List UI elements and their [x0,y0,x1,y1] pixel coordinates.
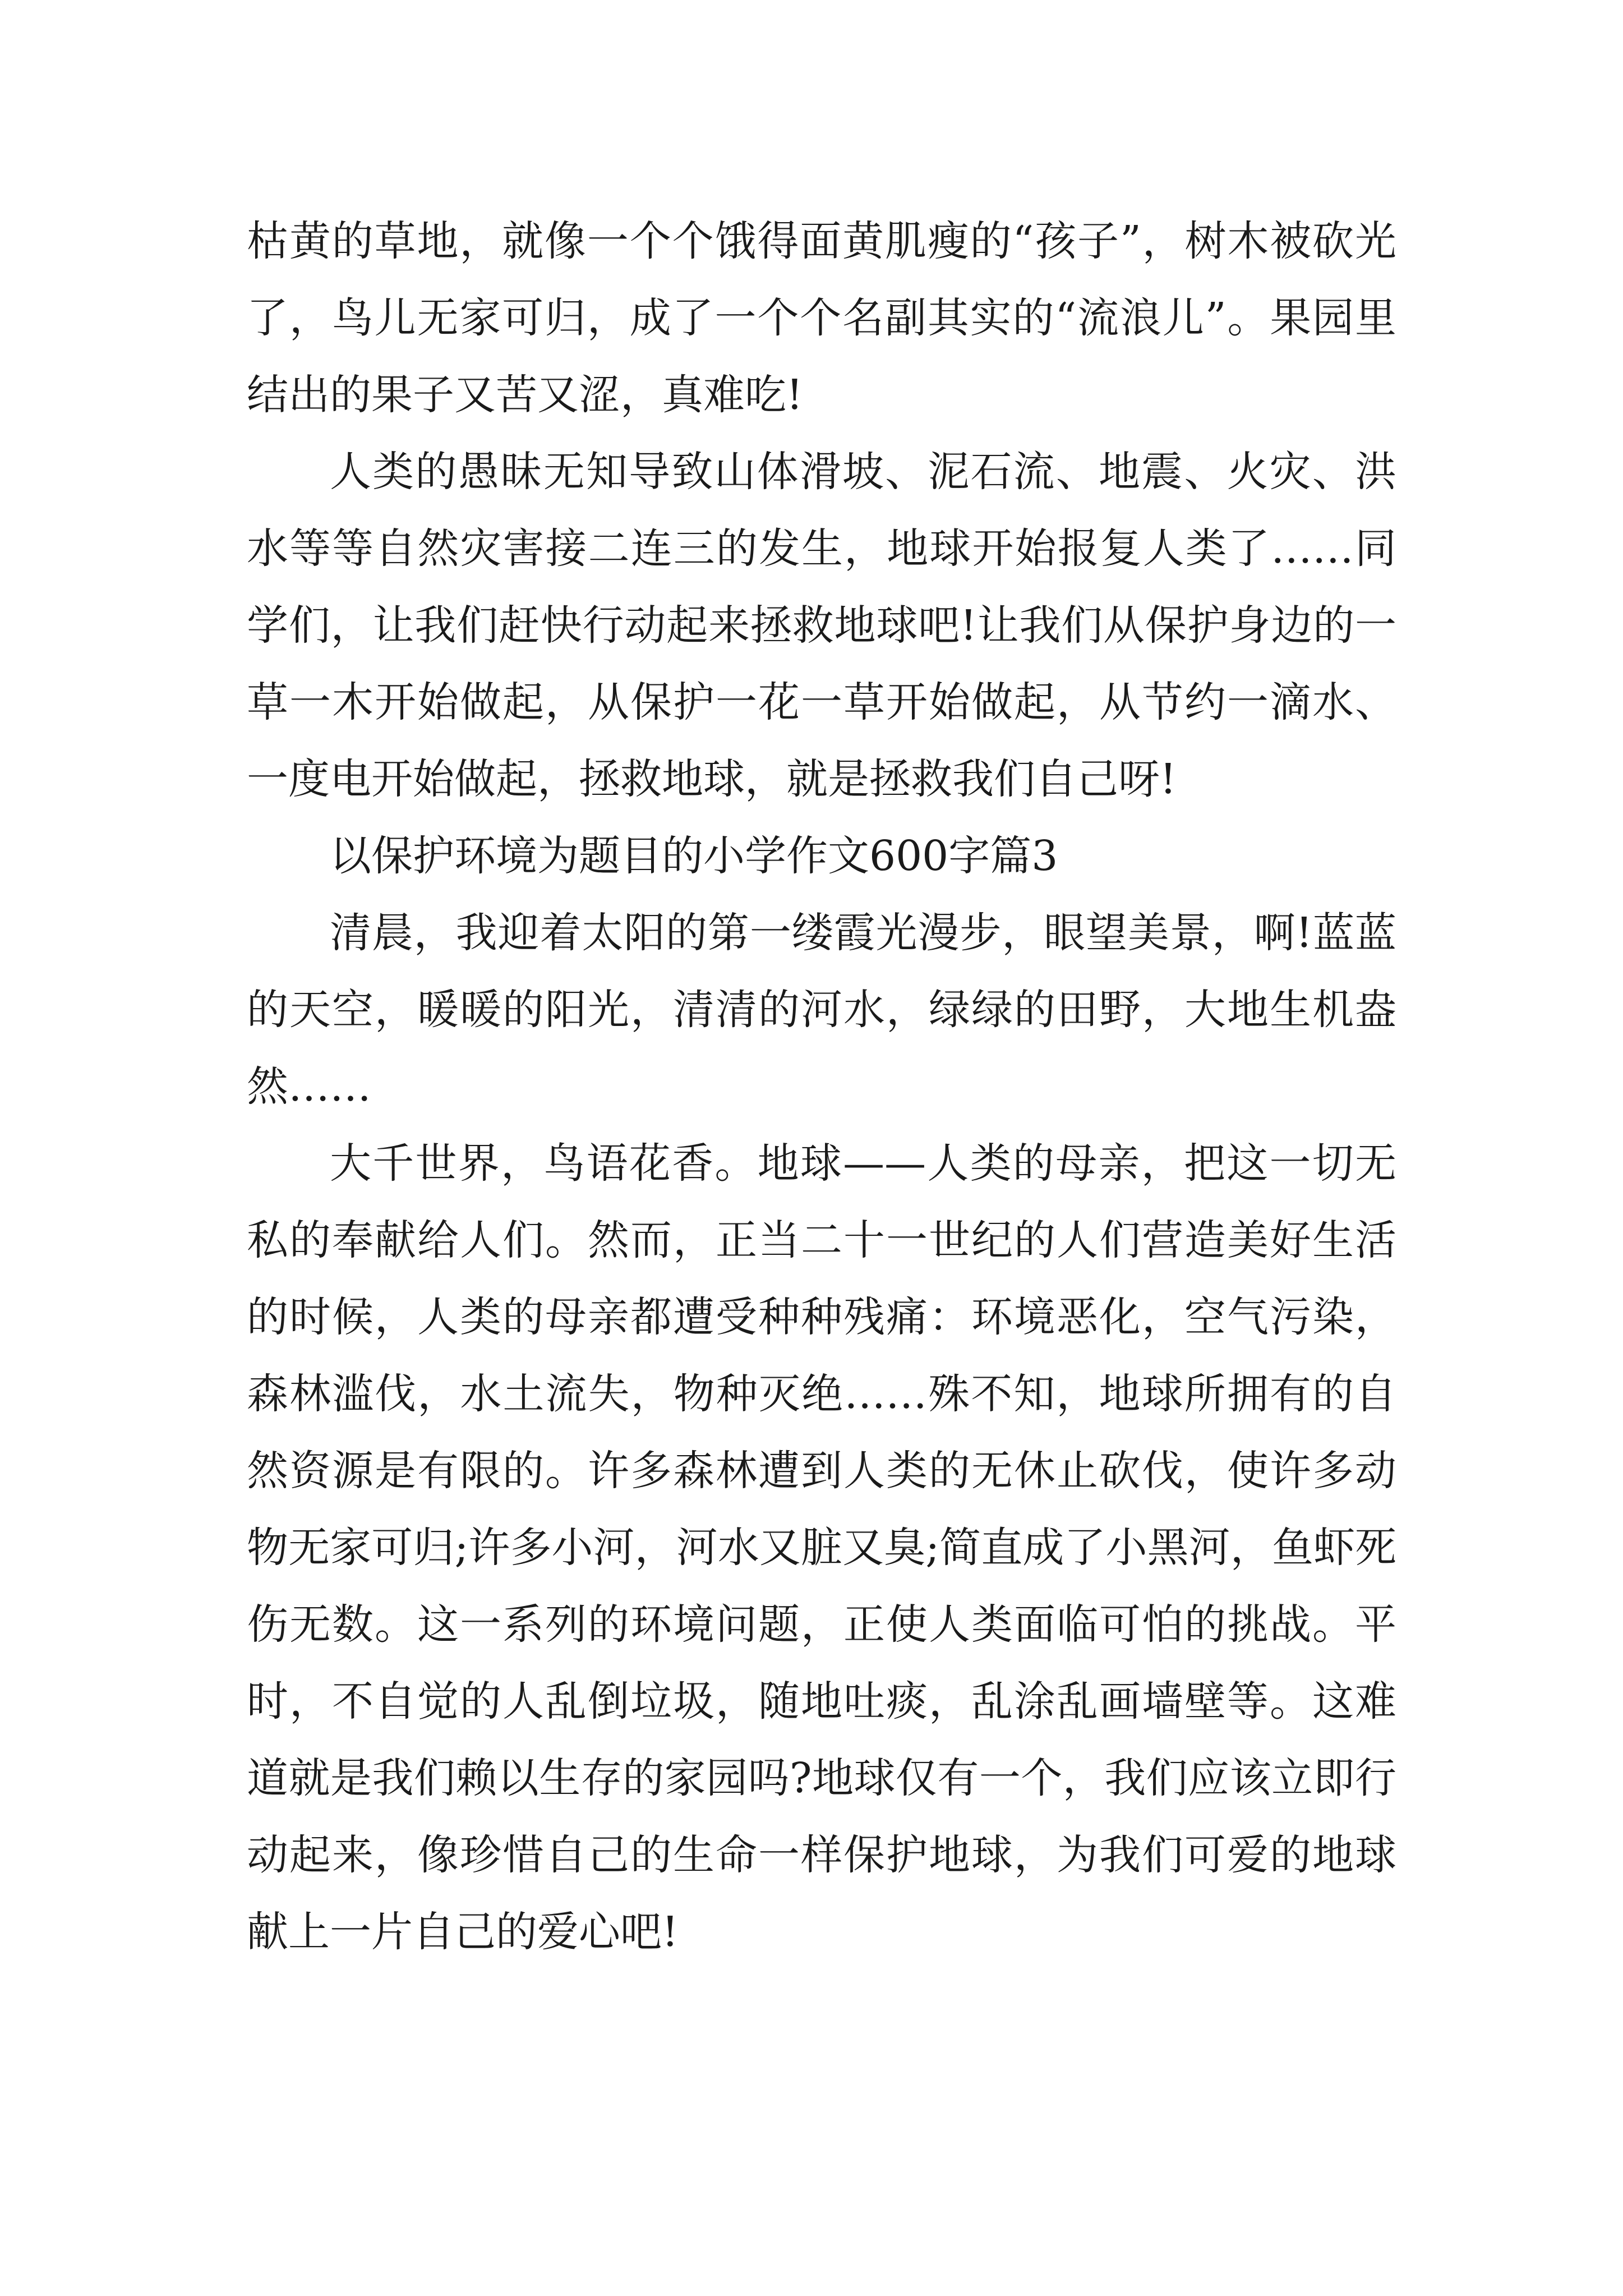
paragraph-2: 人类的愚昧无知导致山体滑坡、泥石流、地震、火灾、洪水等等自然灾害接二连三的发生，地球开始报复人类了……同学们，让我们赶快行动起来拯救地球吧!让我们从保护身边的一草一木开始做起，从保护一花一草开始做起，从节约一滴水、一度电开始做起，拯救地球，就是拯救我们自己呀! [247,448,1396,803]
document-page [247,203,1396,1971]
paragraph-4: 大千世界，鸟语花香。地球——人类的母亲，把这一切无私的奉献给人们。然而，正当二十一世纪的人们营造美好生活的时候，人类的母亲都遭受种种残痛：环境恶化，空气污染，森林滥伐，水土流失，物种灭绝……殊不知，地球所拥有的自然资源是有限的。许多森林遭到人类的无休止砍伐，使许多动物无家可归;许多小河，河水又脏又臭;简直成了小黑河，鱼虾死伤无数。这一系列的环境问题，正使人类面临可怕的挑战。平时，不自觉的人乱倒垃圾，随地吐痰，乱涂乱画墙壁等。这难道就是我们赖以生存的家园吗?地球仅有一个，我们应该立即行动起来，像珍惜自己的生命一样保护地球，为我们可爱的地球献上一片自己的爱心吧! [247,1139,1396,1956]
paragraph-3: 清晨，我迎着太阳的第一缕霞光漫步，眼望美景，啊!蓝蓝的天空，暖暖的阳光，清清的河水，绿绿的田野，大地生机盎然…… [247,909,1396,1111]
section-heading: 以保护环境为题目的小学作文600字篇3 [330,832,1058,880]
paragraph-1: 枯黄的草地，就像一个个饿得面黄肌瘦的“孩子”，树木被砍光了，鸟儿无家可归，成了一个个名副其实的“流浪儿”。果园里结出的果子又苦又涩，真难吃! [247,217,1396,419]
